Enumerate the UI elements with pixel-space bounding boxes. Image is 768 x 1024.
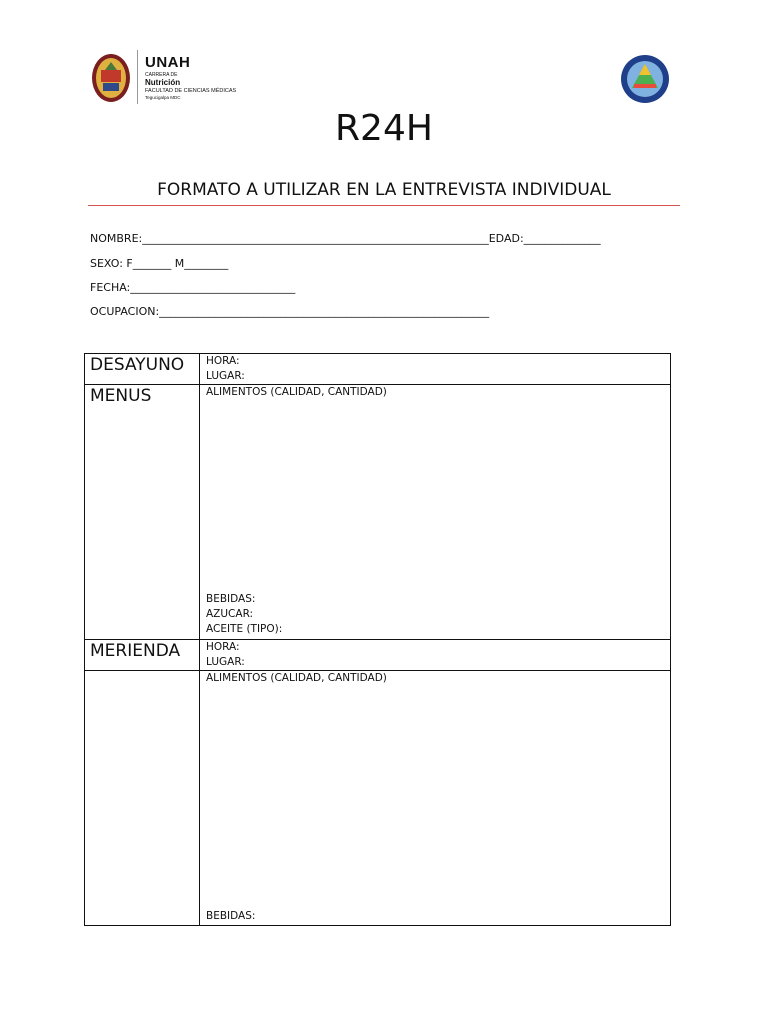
carrera-label: CARRERA DE [145, 72, 178, 78]
desayuno-time-place-cell [200, 354, 671, 385]
merienda-alimentos: ALIMENTOS (CALIDAD, CANTIDAD) [206, 672, 387, 684]
merienda-title: MERIENDA [90, 641, 181, 661]
merienda-bebidas: BEBIDAS: [206, 910, 256, 922]
menus-label: MENUS [90, 386, 152, 406]
desayuno-aceite: ACEITE (TIPO): [206, 623, 283, 635]
ocupacion-field: OCUPACION:____________________________________________________________ [90, 305, 490, 318]
faculty-name: FACULTAD DE CIENCIAS MÉDICAS [145, 88, 237, 94]
nombre-edad-field: NOMBRE:_______________________________________________________________EDAD:______________ [90, 232, 601, 245]
desayuno-bebidas: BEBIDAS: [206, 593, 256, 605]
fecha-field: FECHA:______________________________ [90, 281, 296, 294]
title-divider [88, 205, 680, 206]
menus-cell [85, 385, 200, 640]
merienda-lugar: LUGAR: [206, 656, 245, 668]
city-name: Tegucigalpa MDC [145, 95, 181, 100]
desayuno-header-row [85, 354, 671, 385]
desayuno-title: DESAYUNO [90, 355, 185, 375]
merienda-header-row [85, 640, 671, 671]
document-title: R24H [335, 108, 433, 149]
desayuno-menu-row [85, 385, 671, 640]
merienda-foods-cell [200, 671, 671, 926]
program-name: Nutrición [145, 78, 181, 87]
merienda-time-place-cell [200, 640, 671, 671]
desayuno-alimentos: ALIMENTOS (CALIDAD, CANTIDAD) [206, 386, 387, 398]
desayuno-title-cell [85, 354, 200, 385]
desayuno-foods-cell [200, 385, 671, 640]
desayuno-hora: HORA: [206, 355, 240, 367]
org-name: UNAH [145, 54, 191, 71]
meals-table [84, 353, 671, 926]
university-seal-logo [90, 52, 132, 104]
desayuno-lugar: LUGAR: [206, 370, 245, 382]
merienda-empty-cell [85, 671, 200, 926]
desayuno-azucar: AZUCAR: [206, 608, 254, 620]
merienda-hora: HORA: [206, 641, 240, 653]
logo-divider [137, 50, 138, 104]
merienda-menu-row [85, 671, 671, 926]
merienda-title-cell [85, 640, 200, 671]
nutrition-emblem-logo [620, 54, 670, 104]
sexo-field: SEXO: F_______ M________ [90, 257, 229, 270]
document-subtitle: FORMATO A UTILIZAR EN LA ENTREVISTA INDIVIDUAL [157, 180, 611, 200]
